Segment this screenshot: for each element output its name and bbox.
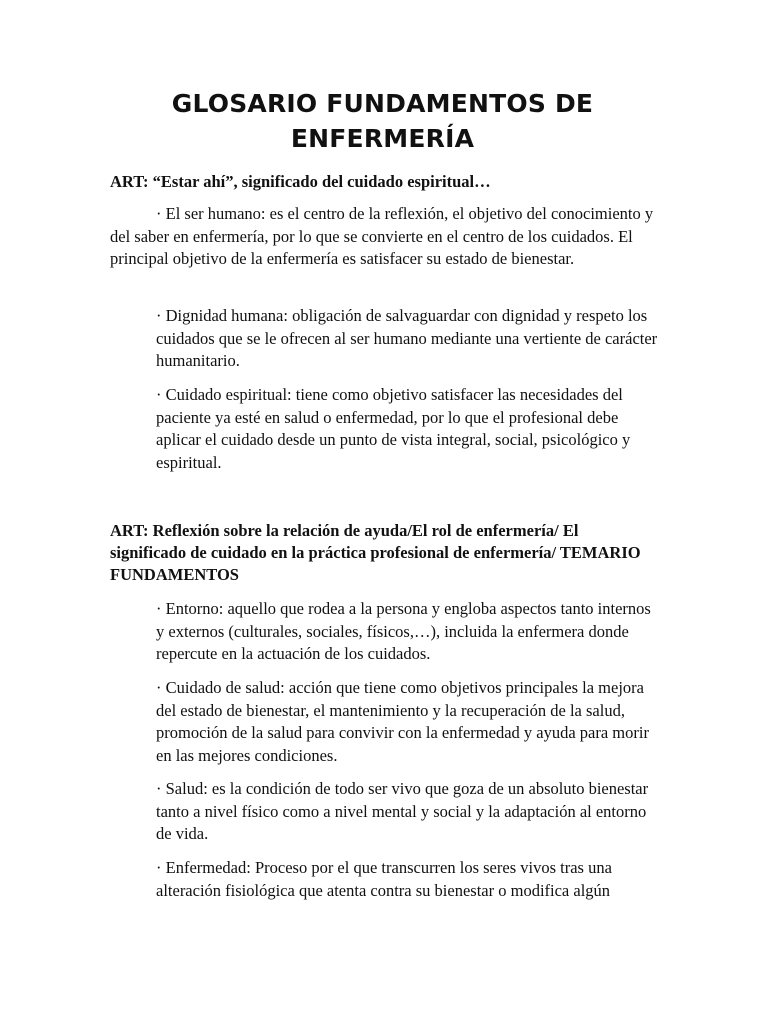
paragraph-salud: · Salud: es la condición de todo ser vivo que goza de un absoluto bienestar tanto a nivel físico como a nivel mental y social y la adaptación al entorno de vida. [156, 779, 649, 844]
paragraph-dignidad-humana: · Dignidad humana: obligación de salvaguardar con dignidad y respeto los cuidados que se le ofrecen al ser humano mediante una vertiente de carácter humanitario. [156, 306, 658, 371]
section-1-heading: ART: “Estar ahí”, significado del cuidado espiritual… [110, 172, 491, 191]
paragraph-ser-humano: · El ser humano: es el centro de la reflexión, el objetivo del conocimiento y del saber en enfermería, por lo que se convierte en el centro de los cuidados. El principal objetivo de la enfermería es satisfacer su estado de bienestar. [110, 204, 654, 269]
document-title: GLOSARIO FUNDAMENTOS DE ENFERMERÍA [171, 89, 594, 153]
paragraph-cuidado-espiritual: · Cuidado espiritual: tiene como objetivo satisfacer las necesidades del paciente ya esté en salud o enfermedad, por lo que el profesional debe aplicar el cuidado desde un punto de vista integral, social, psicológico y espiritual. [156, 385, 631, 472]
paragraph-entorno: · Entorno: aquello que rodea a la persona y engloba aspectos tanto internos y externos (culturales, sociales, físicos,…), incluida la enfermera donde repercute en la actuación de los cuidados. [156, 599, 651, 664]
paragraph-cuidado-de-salud: · Cuidado de salud: acción que tiene como objetivos principales la mejora del estado de bienestar, el mantenimiento y la recuperación de la salud, promoción de la salud para convivir con la enfermedad y ayuda para morir en las mejores condiciones. [156, 678, 649, 765]
paragraph-enfermedad: · Enfermedad: Proceso por el que transcurren los seres vivos tras una alteración fisiológica que atenta contra su bienestar o modifica algún [156, 858, 612, 900]
section-2-heading: ART: Reflexión sobre la relación de ayuda/El rol de enfermería/ El significado de cuidado en la práctica profesional de enfermería/ TEMARIO FUNDAMENTOS [110, 521, 641, 584]
